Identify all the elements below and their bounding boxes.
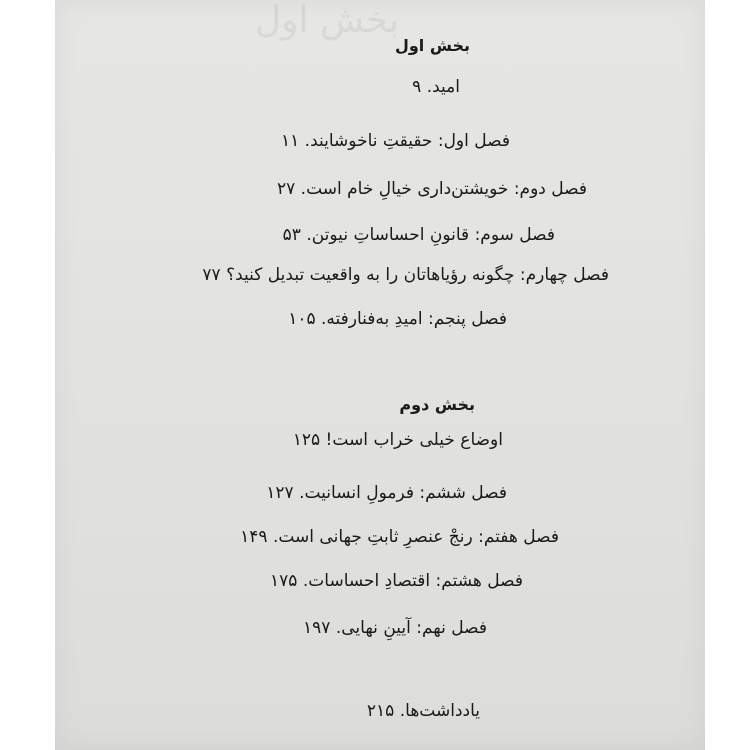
toc-entry-chapter-9: فصل نهم: آیینِ نهایی. ۱۹۷ bbox=[303, 618, 487, 638]
toc-entry-chapter-8: فصل هشتم: اقتصادِ احساسات. ۱۷۵ bbox=[270, 571, 523, 591]
toc-entry-chapter-2: فصل دوم: خویشتن‌داری خیالِ خام است. ۲۷ bbox=[277, 179, 587, 199]
part1-title: بخش اول bbox=[394, 36, 470, 55]
book-page bbox=[55, 0, 705, 750]
toc-entry-chapter-3: فصل سوم: قانونِ احساساتِ نیوتن. ۵۳ bbox=[282, 225, 555, 245]
toc-entry-chapter-6: فصل ششم: فرمولِ انسانیت. ۱۲۷ bbox=[266, 483, 507, 503]
toc-entry-notes: یادداشت‌ها. ۲۱۵ bbox=[366, 701, 480, 721]
part2-title: بخش دوم bbox=[399, 395, 475, 414]
bleed-through-text: بخش اول bbox=[255, 0, 400, 41]
part2-subtitle: اوضاع خیلی خراب است! ۱۲۵ bbox=[292, 430, 503, 450]
toc-entry-chapter-5: فصل پنجم: امیدِ به‌فنارفته. ۱۰۵ bbox=[288, 309, 507, 329]
toc-entry-chapter-4: فصل چهارم: چگونه رؤیاهاتان را به واقعیت تبدیل کنید؟ ۷۷ bbox=[202, 265, 609, 285]
part1-subtitle: امید. ۹ bbox=[412, 77, 460, 97]
toc-entry-chapter-7: فصل هفتم: رنجْ عنصرِ ثابتِ جهانی است. ۱۴۹ bbox=[240, 527, 559, 547]
toc-entry-chapter-1: فصل اول: حقیقتِ ناخوشایند. ۱۱ bbox=[281, 131, 510, 151]
